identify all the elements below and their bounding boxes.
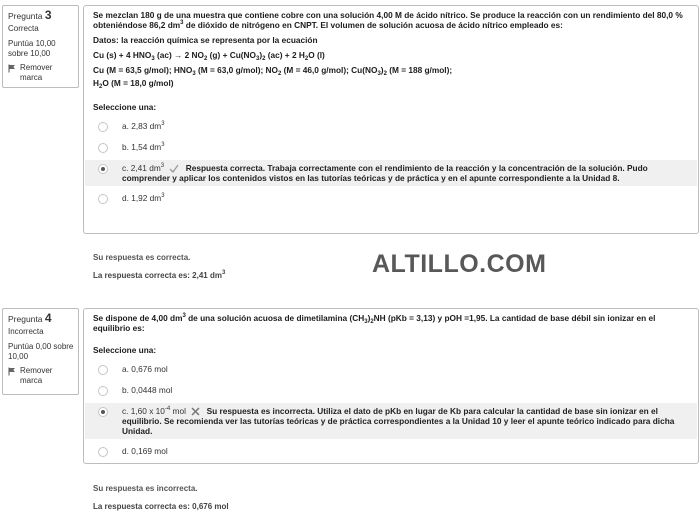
question-number-value: 3 — [44, 8, 52, 22]
answer-option-d[interactable]: d. 0,169 mol — [85, 443, 697, 460]
radio-c-selected[interactable] — [98, 164, 108, 174]
question-3-outcome — [93, 253, 225, 281]
question-stem: Se dispone de 4,00 $dm^3$ de una solución acuosa de dimetilamina $(CH_3)_2NH$ (pKb = 3,13) y pOH =1,95. La cantidad de base débil sin ionizar en el equilibrio es: — [93, 313, 656, 333]
select-prompt: Seleccione una: — [93, 102, 157, 112]
answer-feedback: Su respuesta es incorrecta. Utiliza el dato de pKb en lugar de Kb para calcular la cantidad de base sin ionizar en el equilibrio. Se recomienda ver las tutorías teóricas y de práctica correspondientes a la Unidad 10 y leer el apunte teórico indicado para dicha Unidad. — [122, 406, 675, 436]
answer-option-b[interactable]: b. 0,0448 mol — [85, 382, 697, 399]
question-state: Incorrecta — [8, 327, 44, 336]
question-number-label: Pregunta — [8, 11, 43, 21]
question-3-content — [83, 5, 699, 234]
question-grade: Puntúa 10,00 sobre 10,00 — [8, 39, 56, 58]
answer-option-a[interactable]: a. 0,676 mol — [85, 361, 697, 378]
radio-c-selected[interactable] — [98, 407, 108, 417]
radio-d[interactable] — [98, 447, 108, 457]
correct-answer: La respuesta correcta es: 0,676 mol — [93, 502, 229, 511]
watermark: ALTILLO.COM — [372, 250, 547, 278]
reaction-equation: Cu (s) + 4 $HNO_3$ (ac) → 2 $NO_2$ $(g) + Cu(NO_3)_2$ (ac) + 2 $H_2O$ (l) — [93, 50, 325, 62]
question-number — [8, 313, 74, 324]
radio-b[interactable] — [98, 143, 108, 153]
outcome-status: Su respuesta es incorrecta. — [93, 484, 198, 493]
checkmark-icon — [169, 164, 179, 173]
flag-icon — [8, 64, 16, 73]
remove-flag-label: Remover marca — [20, 366, 53, 385]
question-4-outcome — [93, 484, 229, 512]
question-state: Correcta — [8, 24, 39, 33]
remove-flag-label: Remover marca — [20, 63, 53, 82]
remove-flag-button[interactable] — [8, 366, 74, 386]
radio-a[interactable] — [98, 365, 108, 375]
question-4-info — [2, 308, 79, 395]
question-4-content — [83, 308, 699, 464]
question-number-label: Pregunta — [8, 314, 43, 324]
cross-icon — [191, 407, 200, 416]
correct-answer: La respuesta correcta es: 2,41 $dm^3$ — [93, 270, 226, 280]
outcome-status: Su respuesta es correcta. — [93, 253, 191, 262]
radio-d[interactable] — [98, 194, 108, 204]
answer-feedback: Respuesta correcta. Trabaja correctamente con el rendimiento de la reacción y la concentración de la solución. Pudo comprender y aplicar los contenidos vistos en las tutorías teóricas y de práctica y en el apunte correspondiente a la Unidad 8. — [122, 163, 648, 183]
flag-icon — [8, 367, 16, 376]
answer-option-b[interactable]: b. 1,54 $dm^3$ — [85, 139, 697, 156]
question-3-info — [2, 5, 79, 88]
question-grade: Puntúa 0,00 sobre 10,00 — [8, 342, 74, 361]
answer-option-d[interactable]: d. 1,92 $dm^3$ — [85, 190, 697, 207]
answer-option-c[interactable]: c. 1,60 x $10^{-4}$ mol Su respuesta es incorrecta. Utiliza el dato de pKb en lugar de Kb para calcular la cantidad de base sin ionizar en el equilibrio. Se recomienda ver las tutorías teóricas y de práctica correspondientes a la Unidad 10 y leer el apunte teórico indicado para dicha Unidad. — [85, 403, 697, 439]
water-molar-mass: $H_2O$ (M = 18,0 g/mol) — [93, 78, 174, 90]
molar-masses: Cu (M = 63,5 g/mol); $HNO_3$ (M = 63,0 g/mol); $NO_2$ (M = 46,0 g/mol); $Cu(NO_3)_2$ (M = 188 g/mol); — [93, 65, 453, 77]
answer-option-c[interactable]: c. 2,41 $dm^3$ Respuesta correcta. Trabaja correctamente con el rendimiento de la reacción y la concentración de la solución. Pudo comprender y aplicar los contenidos vistos en las tutorías teóricas y de práctica y en el apunte correspondiente a la Unidad 8. — [85, 160, 697, 186]
question-stem: Se mezclan 180 g de una muestra que contiene cobre con una solución 4,00 M de ácido nítrico. Se produce la reacción con un rendimiento del 80,0 % obteniéndose 86,2 $dm^3$ de dióxido de nitrógeno en CNPT. El volumen de solución acuosa de ácido nítrico empleado es: — [93, 10, 683, 30]
question-number-value: 4 — [44, 311, 52, 325]
radio-b[interactable] — [98, 386, 108, 396]
question-number — [8, 10, 74, 21]
select-prompt: Seleccione una: — [93, 345, 157, 355]
radio-a[interactable] — [98, 122, 108, 132]
remove-flag-button[interactable] — [8, 63, 74, 83]
data-heading: Datos: la reacción química se representa por la ecuación — [93, 35, 318, 45]
answer-option-a[interactable]: a. 2,83 $dm^3$ — [85, 118, 697, 135]
